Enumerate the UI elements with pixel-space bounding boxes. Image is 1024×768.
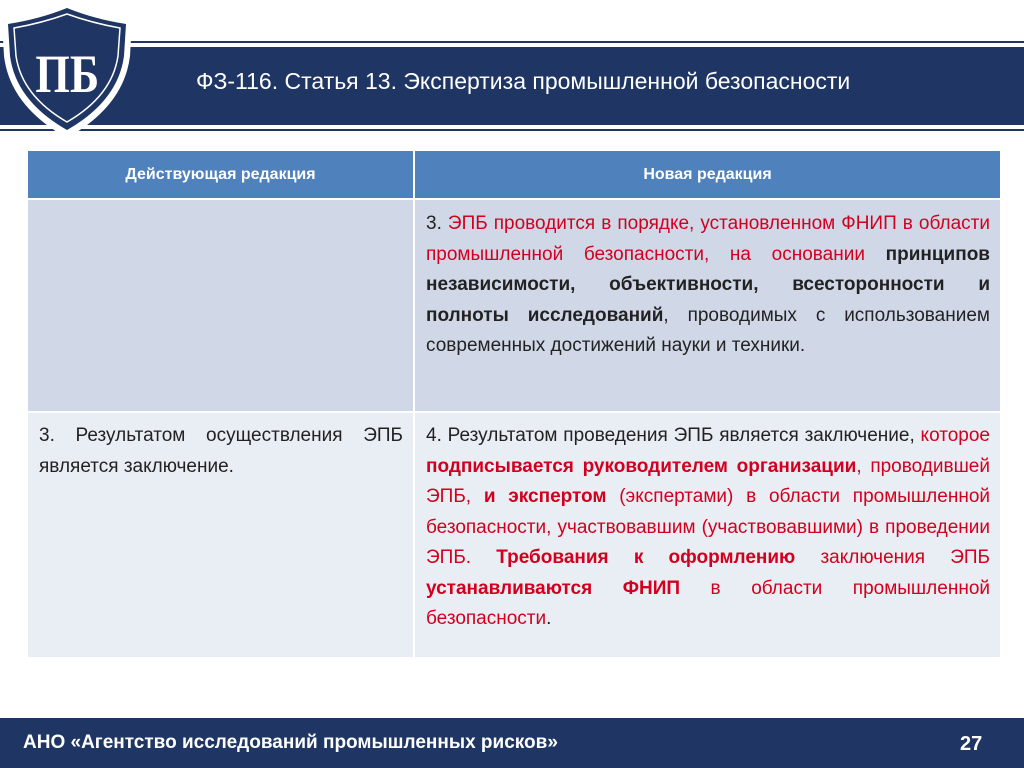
table-row [28, 412, 1000, 657]
column-header-current: Действующая редакция [28, 151, 414, 199]
cell-new-article-3 [414, 199, 1000, 412]
cell-new-article-4 [414, 412, 1000, 657]
text-bold-principles: принципов независимости, объективности, всесторонности и полноты исследований [426, 243, 990, 326]
text-red: которое [914, 425, 990, 446]
footer-organization: АНО «Агентство исследований промышленных рисков» [23, 732, 558, 753]
cell-current-empty [28, 199, 414, 412]
text-red: в области промышленной безопасности [426, 577, 990, 629]
cell-current-article-3: 3. Результатом осуществления ЭПБ является заключение. [28, 412, 414, 657]
header-thin-line-bottom [0, 129, 1024, 131]
text-red-bold: устанавливаются ФНИП [426, 577, 681, 599]
slide-footer [0, 718, 1024, 768]
table-header-row [28, 151, 1000, 199]
comparison-table [28, 151, 1000, 657]
text-red-bold: Требования к оформлению [496, 547, 796, 568]
text-red: , проводившей ЭПБ, [426, 455, 990, 507]
header-thin-line-top [0, 41, 1024, 43]
table-row [28, 199, 1000, 412]
text-plain: 4. Результатом проведения ЭПБ является заключение, [426, 425, 915, 446]
text-plain: . [546, 608, 552, 629]
text-red-bold: подписывается руководителем организации [426, 455, 857, 477]
item-number: 3. [426, 213, 442, 234]
slide-title: ФЗ-116. Статья 13. Экспертиза промышленной безопасности [196, 68, 851, 94]
text-red: ЭПБ проводится в порядке, установленном ФНИП в области промышленной безопасности, на основании [426, 213, 990, 265]
shield-logo-icon [0, 0, 134, 140]
logo-text: ПБ [35, 43, 100, 105]
slide-header [0, 0, 1024, 140]
column-header-new: Новая редакция [414, 151, 1000, 199]
text-red: (экспертами) в области промышленной безопасности, участвовавшим (участвовавшими) в проведении ЭПБ. [426, 486, 990, 568]
text-red: заключения ЭПБ [795, 547, 991, 568]
page-number: 27 [960, 733, 983, 755]
text-plain: , проводимых с использованием современных достижений науки и техники. [426, 304, 990, 356]
text-red-bold: и экспертом [483, 486, 607, 507]
